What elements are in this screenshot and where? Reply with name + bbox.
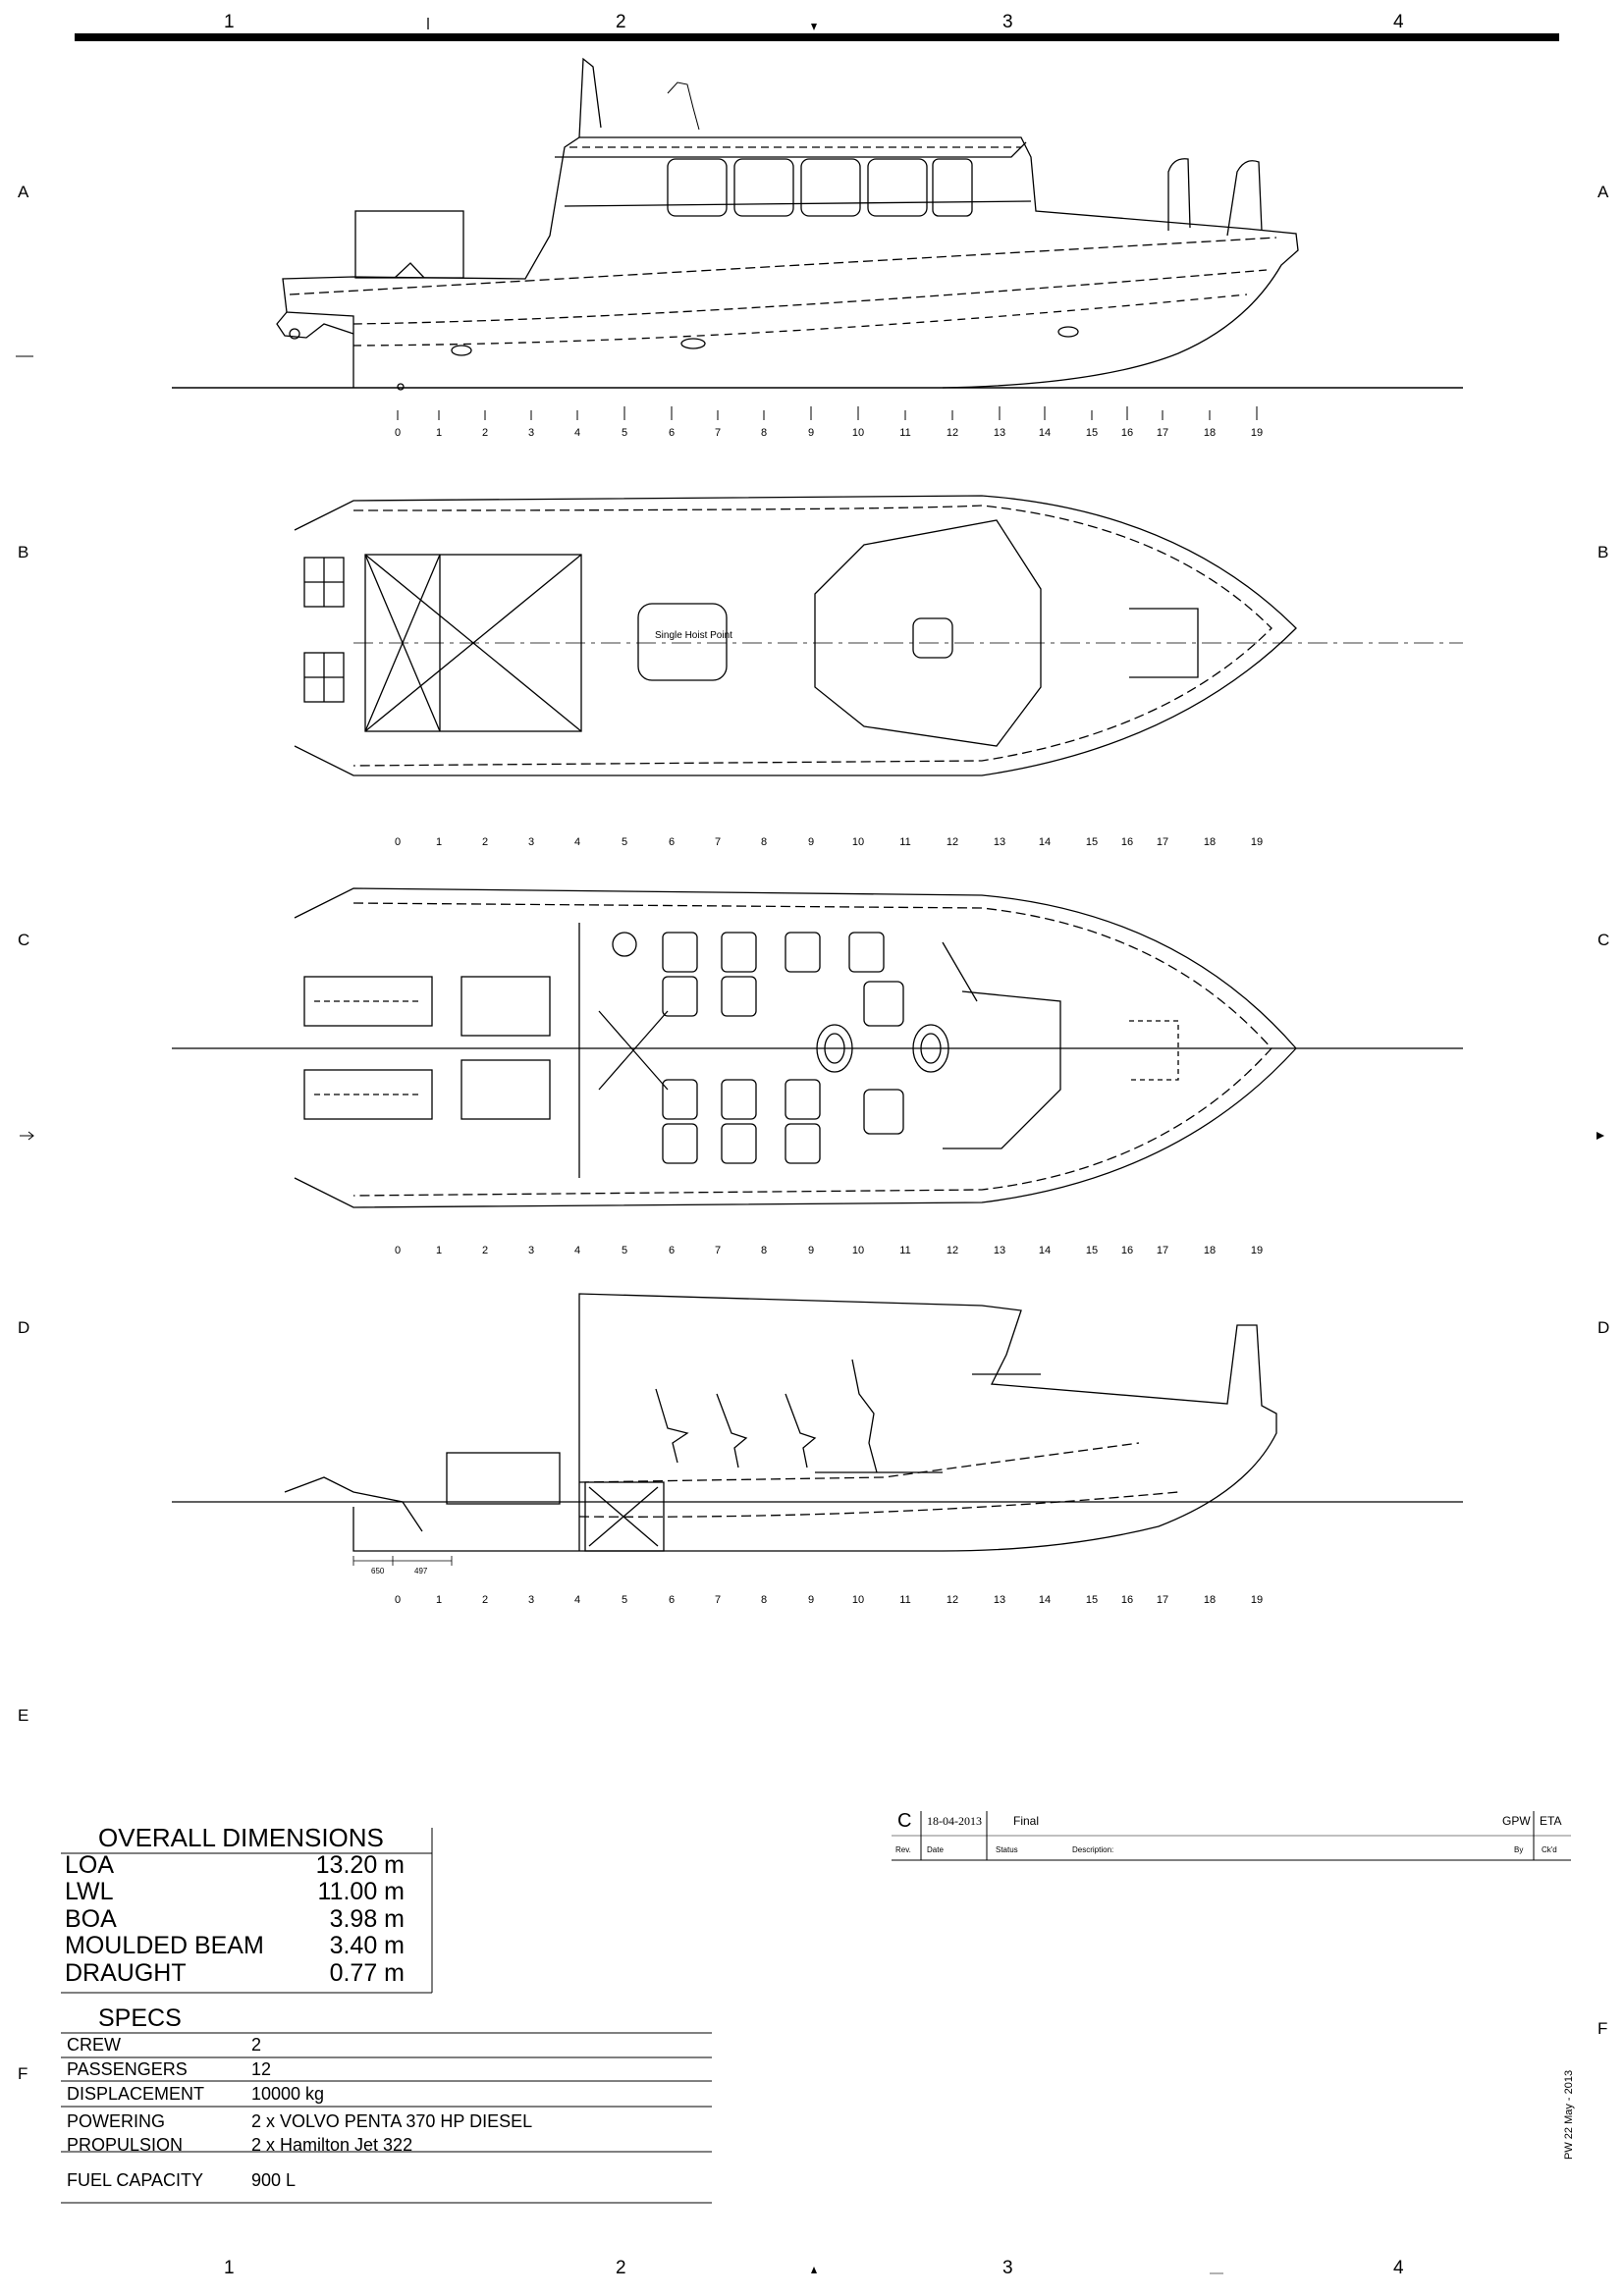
frame-station-label: 4 (573, 836, 581, 848)
frame-station-label: 4 (573, 1594, 581, 1606)
spec-value: 2 x Hamilton Jet 322 (251, 2135, 413, 2155)
zone-col-1-bottom: 1 (224, 2258, 235, 2278)
dim-value: 11.00 m (317, 1878, 405, 1905)
frame-station-label: 3 (527, 427, 535, 439)
spec-label: FUEL CAPACITY (67, 2170, 204, 2190)
frame-station-label: 11 (899, 836, 911, 848)
revision-header-description: Description: (1072, 1845, 1114, 1854)
frame-station-label: 15 (1085, 836, 1099, 848)
frame-station-label: 3 (527, 1245, 535, 1256)
specs-title: SPECS (98, 2004, 182, 2032)
dim-row-draught (65, 1960, 422, 1987)
zone-row-e-left: E (18, 1706, 29, 1725)
frame-station-label: 5 (621, 1245, 628, 1256)
frame-station-label: 6 (668, 836, 676, 848)
overall-dimensions-title: OVERALL DIMENSIONS (98, 1823, 384, 1852)
spec-label: PROPULSION (67, 2135, 184, 2155)
dim-label: MOULDED BEAM (65, 1932, 264, 1959)
revision-header-date: Date (927, 1845, 944, 1854)
frame-station-label: 6 (668, 1594, 676, 1606)
frame-station-label: 5 (621, 1594, 628, 1606)
frame-station-label: 9 (807, 1245, 815, 1256)
frame-station-label: 8 (760, 1245, 768, 1256)
zone-row-f-right: F (1597, 2019, 1608, 2038)
dim-row-boa (65, 1906, 422, 1933)
frame-station-label: 15 (1085, 1245, 1099, 1256)
spec-value: 2 (251, 2035, 262, 2055)
profile-view (172, 59, 1463, 390)
revision-header-checked: Ck'd (1542, 1845, 1557, 1854)
revision-header-status: Status (996, 1845, 1018, 1854)
frame-station-label: 15 (1085, 1594, 1099, 1606)
spec-row-propulsion (67, 2132, 413, 2158)
frame-station-label: 18 (1203, 427, 1217, 439)
frame-station-label: 3 (527, 836, 535, 848)
spec-label: CREW (67, 2035, 121, 2055)
dim-label: LOA (65, 1851, 115, 1879)
frame-station-label: 16 (1120, 427, 1134, 439)
zone-row-c-right: C (1597, 931, 1610, 949)
side-stamp: PW 22 May - 2013 (1563, 2069, 1575, 2160)
dim-value: 0.77 m (329, 1959, 405, 1987)
dimension-label-b: 497 (414, 1567, 428, 1575)
dim-value: 3.40 m (329, 1932, 405, 1959)
frame-station-label: 2 (481, 427, 489, 439)
frame-station-label: 12 (946, 427, 959, 439)
frame-station-rows (395, 427, 1263, 1606)
spec-label: POWERING (67, 2111, 166, 2131)
frame-station-label: 0 (394, 836, 402, 848)
spec-label: PASSENGERS (67, 2059, 188, 2079)
zone-col-1-top: 1 (224, 12, 235, 32)
zone-row-d-left: D (18, 1318, 30, 1337)
zone-row-f-left: F (18, 2064, 28, 2083)
frame-station-label: 10 (851, 1245, 865, 1256)
frame-station-label: 1 (435, 427, 443, 439)
frame-station-label: 0 (394, 1594, 402, 1606)
frame-station-label: 7 (714, 836, 722, 848)
frame-station-label: 19 (1250, 1245, 1264, 1256)
spec-value: 2 x VOLVO PENTA 370 HP DIESEL (251, 2111, 533, 2131)
zone-row-b-right: B (1597, 543, 1609, 561)
frame-station-label: 19 (1250, 427, 1264, 439)
frame-station-label: 1 (435, 1245, 443, 1256)
frame-station-label: 8 (760, 427, 768, 439)
spec-row-fuel-capacity (67, 2167, 297, 2193)
revision-checked: ETA (1540, 1814, 1562, 1828)
spec-row-passengers (67, 2056, 272, 2082)
dimension-label-a: 650 (371, 1567, 385, 1575)
frame-station-label: 0 (394, 1245, 402, 1256)
spec-row-displacement (67, 2081, 325, 2107)
frame-station-label: 11 (899, 1245, 911, 1256)
spec-row-powering (67, 2109, 533, 2134)
frame-station-label: 11 (899, 1594, 911, 1606)
dim-row-loa (65, 1852, 422, 1879)
frame-station-label: 14 (1038, 427, 1052, 439)
frame-station-label: 12 (946, 1245, 959, 1256)
hoist-point-label: Single Hoist Point (655, 630, 732, 641)
frame-station-label: 5 (621, 427, 628, 439)
frame-station-label: 18 (1203, 836, 1217, 848)
frame-station-label: 6 (668, 427, 676, 439)
dim-row-moulded-beam (65, 1933, 422, 1959)
frame-station-label: 14 (1038, 836, 1052, 848)
revision-status: Final (1013, 1814, 1040, 1828)
spec-value: 900 L (251, 2170, 297, 2190)
dim-label: DRAUGHT (65, 1959, 187, 1987)
frame-station-label: 12 (946, 836, 959, 848)
frame-station-label: 9 (807, 836, 815, 848)
frame-station-label: 2 (481, 1245, 489, 1256)
frame-station-label: 19 (1250, 1594, 1264, 1606)
frame-station-label: 16 (1120, 1594, 1134, 1606)
frame-station-label: 13 (993, 1245, 1006, 1256)
dim-label: BOA (65, 1905, 117, 1933)
frame-station-label: 7 (714, 427, 722, 439)
spec-label: DISPLACEMENT (67, 2084, 205, 2104)
deck-plan-view (295, 496, 1463, 775)
zone-row-b-left: B (18, 543, 29, 561)
arrangement-plan-view (172, 888, 1463, 1207)
frame-station-label: 6 (668, 1245, 676, 1256)
zone-row-a-left: A (18, 183, 29, 201)
frame-station-label: 1 (435, 1594, 443, 1606)
dim-value: 3.98 m (329, 1905, 405, 1933)
zone-col-4-bottom: 4 (1393, 2258, 1404, 2278)
revision-by: GPW (1502, 1814, 1531, 1828)
frame-station-label: 0 (394, 427, 402, 439)
zone-col-4-top: 4 (1393, 12, 1404, 32)
frame-station-label: 17 (1156, 836, 1169, 848)
frame-station-label: 19 (1250, 836, 1264, 848)
frame-station-label: 10 (851, 1594, 865, 1606)
spec-row-crew (67, 2032, 262, 2057)
frame-station-label: 3 (527, 1594, 535, 1606)
frame-station-label: 14 (1038, 1594, 1052, 1606)
dim-label: LWL (65, 1878, 114, 1905)
inboard-profile-view (172, 1294, 1463, 1566)
frame-station-label: 18 (1203, 1594, 1217, 1606)
revision-letter: C (897, 1810, 912, 1832)
frame-station-label: 2 (481, 1594, 489, 1606)
frame-station-label: 5 (621, 836, 628, 848)
frame-station-label: 14 (1038, 1245, 1052, 1256)
frame-station-label: 13 (993, 1594, 1006, 1606)
frame-station-label: 13 (993, 836, 1006, 848)
zone-col-3-top: 3 (1002, 12, 1013, 32)
frame-station-label: 17 (1156, 1594, 1169, 1606)
frame-station-label: 2 (481, 836, 489, 848)
frame-station-label: 17 (1156, 427, 1169, 439)
zone-row-c-left: C (18, 931, 30, 949)
dim-value: 13.20 m (315, 1851, 405, 1879)
spec-value: 12 (251, 2059, 272, 2079)
zone-row-d-right: D (1597, 1318, 1610, 1337)
frame-station-label: 16 (1120, 1245, 1134, 1256)
frame-station-label: 13 (993, 427, 1006, 439)
frame-station-label: 9 (807, 1594, 815, 1606)
frame-station-label: 15 (1085, 427, 1099, 439)
frame-station-label: 17 (1156, 1245, 1169, 1256)
zone-row-a-right: A (1597, 183, 1609, 201)
frame-station-label: 11 (899, 427, 911, 439)
frame-station-label: 1 (435, 836, 443, 848)
frame-station-label: 4 (573, 1245, 581, 1256)
frame-station-label: 7 (714, 1245, 722, 1256)
frame-station-label: 10 (851, 836, 865, 848)
revision-date: 18-04-2013 (927, 1814, 982, 1828)
frame-station-label: 8 (760, 836, 768, 848)
frame-station-label: 10 (851, 427, 865, 439)
frame-station-label: 7 (714, 1594, 722, 1606)
dim-row-lwl (65, 1879, 422, 1905)
frame-station-label: 8 (760, 1594, 768, 1606)
frame-station-label: 12 (946, 1594, 959, 1606)
spec-value: 10000 kg (251, 2084, 325, 2104)
revision-header-by: By (1514, 1845, 1524, 1854)
title-border-bar (75, 33, 1559, 41)
frame-station-label: 4 (573, 427, 581, 439)
frame-station-label: 18 (1203, 1245, 1217, 1256)
zone-col-2-top: 2 (616, 12, 626, 32)
frame-ticks (398, 406, 1257, 420)
zone-col-3-bottom: 3 (1002, 2258, 1013, 2278)
zone-col-2-bottom: 2 (616, 2258, 626, 2278)
frame-station-label: 16 (1120, 836, 1134, 848)
frame-station-label: 9 (807, 427, 815, 439)
revision-header-rev: Rev. (895, 1845, 911, 1854)
